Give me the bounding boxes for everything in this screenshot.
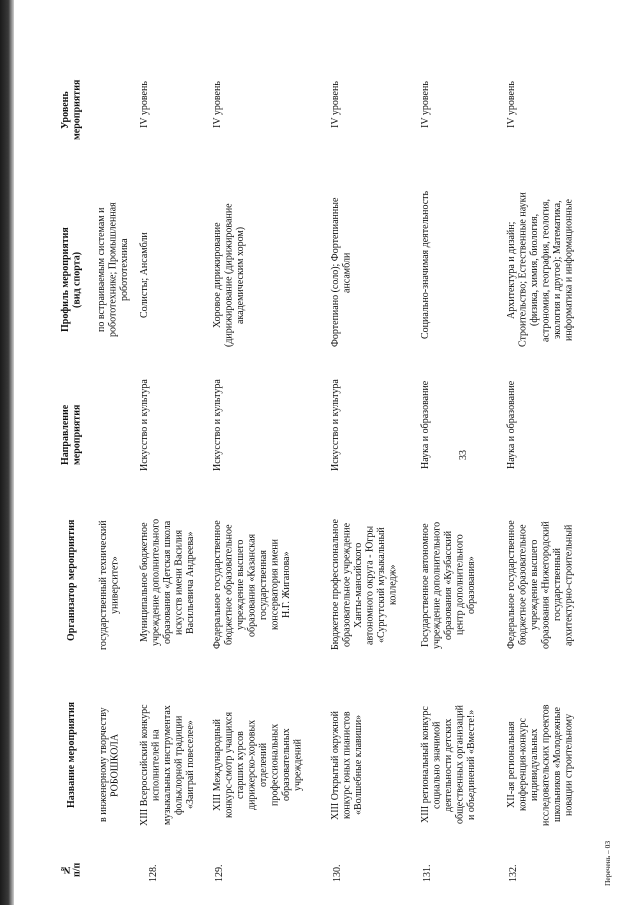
- cont-organizer: государственный технический университет»: [98, 520, 121, 650]
- row-130-number: 130.: [332, 864, 343, 882]
- page-number-vertical: 33: [458, 450, 469, 460]
- row-130-direction: Искусство и культура: [330, 379, 341, 471]
- row-131-organizer: Государственное автономное учреждение дополнительного образования «Кузбасский центр дополнительного образования»: [420, 521, 477, 649]
- hdr-num: № п/п: [60, 862, 83, 878]
- row-132-level: IV уровень: [506, 81, 517, 129]
- hdr-level: Уровень мероприятия: [60, 79, 83, 141]
- row-129-level: IV уровень: [212, 81, 223, 129]
- row-132-organizer: Федеральное государственное бюджетное образовательное учреждение высшего образования «Нижегородский государственный архитектурно-строительный: [506, 520, 575, 650]
- row-130-title: XIII Открытый окружной конкурс юных пианистов «Волшебные клавиши»: [330, 710, 364, 820]
- row-128-direction: Искусство и культура: [139, 379, 150, 471]
- row-129-direction: Искусство и культура: [212, 379, 223, 471]
- row-129-number: 129.: [214, 864, 225, 882]
- document-sheet: [14, 0, 640, 905]
- row-129-profile: Хоровое дирижирование (дирижирование (дирижирование академическим хором): [212, 203, 246, 347]
- cont-profile: по встраиваемым системам и робототехнике; Промышленная робототехника: [96, 202, 130, 338]
- row-129-title: XIII Международный конкурс-смотр учащихся старших курсов дирижерско-хоровых отделений профессиональных образовательных учреждений: [212, 711, 304, 819]
- row-132-title: XII-ая региональная конференция-конкурс индивидуальных исследовательских проектов школьников «Молодежные новации строительному: [506, 704, 575, 826]
- row-130-level: IV уровень: [330, 81, 341, 129]
- row-132-profile: Архитектура и дизайн; Строительство; Естественные науки (физика, химия, биология, астрономия, география, геология, экология и другое); Математика, информатика и информационные: [506, 192, 575, 348]
- scan-edge-shadow: [0, 0, 14, 905]
- row-128-organizer: Муниципальное бюджетное учреждение дополнительного образования «Детская школа искусств имени Василия Васильевича Андреева»: [139, 518, 196, 647]
- hdr-direction: Направление мероприятия: [60, 404, 83, 466]
- cont-name: в инженерному творчеству РОБОШКОЛА: [98, 707, 121, 823]
- row-131-title: XIII региональный конкурс социально значимой деятельности детских общественных организаций и объединений «Вместе!»: [420, 705, 477, 825]
- footer-note-vertical: Перечень – 03: [603, 840, 612, 886]
- row-132-direction: Наука и образование: [506, 380, 517, 470]
- row-128-profile: Солисты; Ансамбли: [139, 232, 150, 318]
- row-128-number: 128.: [148, 864, 159, 882]
- hdr-organizer: Организатор мероприятия: [66, 519, 77, 641]
- hdr-name: Название мероприятия: [66, 701, 77, 809]
- row-130-organizer: Бюджетное профессиональное образовательное учреждение Ханты-мансийского автономного округа - Югры «Сургутский музыкальный колледж»: [330, 519, 399, 651]
- row-128-level: IV уровень: [139, 81, 150, 129]
- row-128-title: XIII Всероссийский конкурс исполнителей на музыкальных инструментах фольклорной традиции «Заиграй повеселее»: [139, 704, 196, 826]
- row-129-organizer: Федеральное государственное бюджетное образовательное учреждение высшего образования «Казанская государственная консерватория имени Н.Г. Жиганова»: [212, 520, 292, 650]
- row-131-direction: Наука и образование: [420, 380, 431, 470]
- hdr-profile: Профиль мероприятия (вид спорта): [60, 227, 83, 333]
- row-130-profile: Фортепиано (соло); Фортепианные ансамбли: [330, 197, 353, 348]
- row-132-number: 132.: [508, 864, 519, 882]
- row-131-number: 131.: [422, 864, 433, 882]
- row-131-level: IV уровень: [420, 81, 431, 129]
- row-131-profile: Социально-значимая деятельность: [420, 190, 431, 340]
